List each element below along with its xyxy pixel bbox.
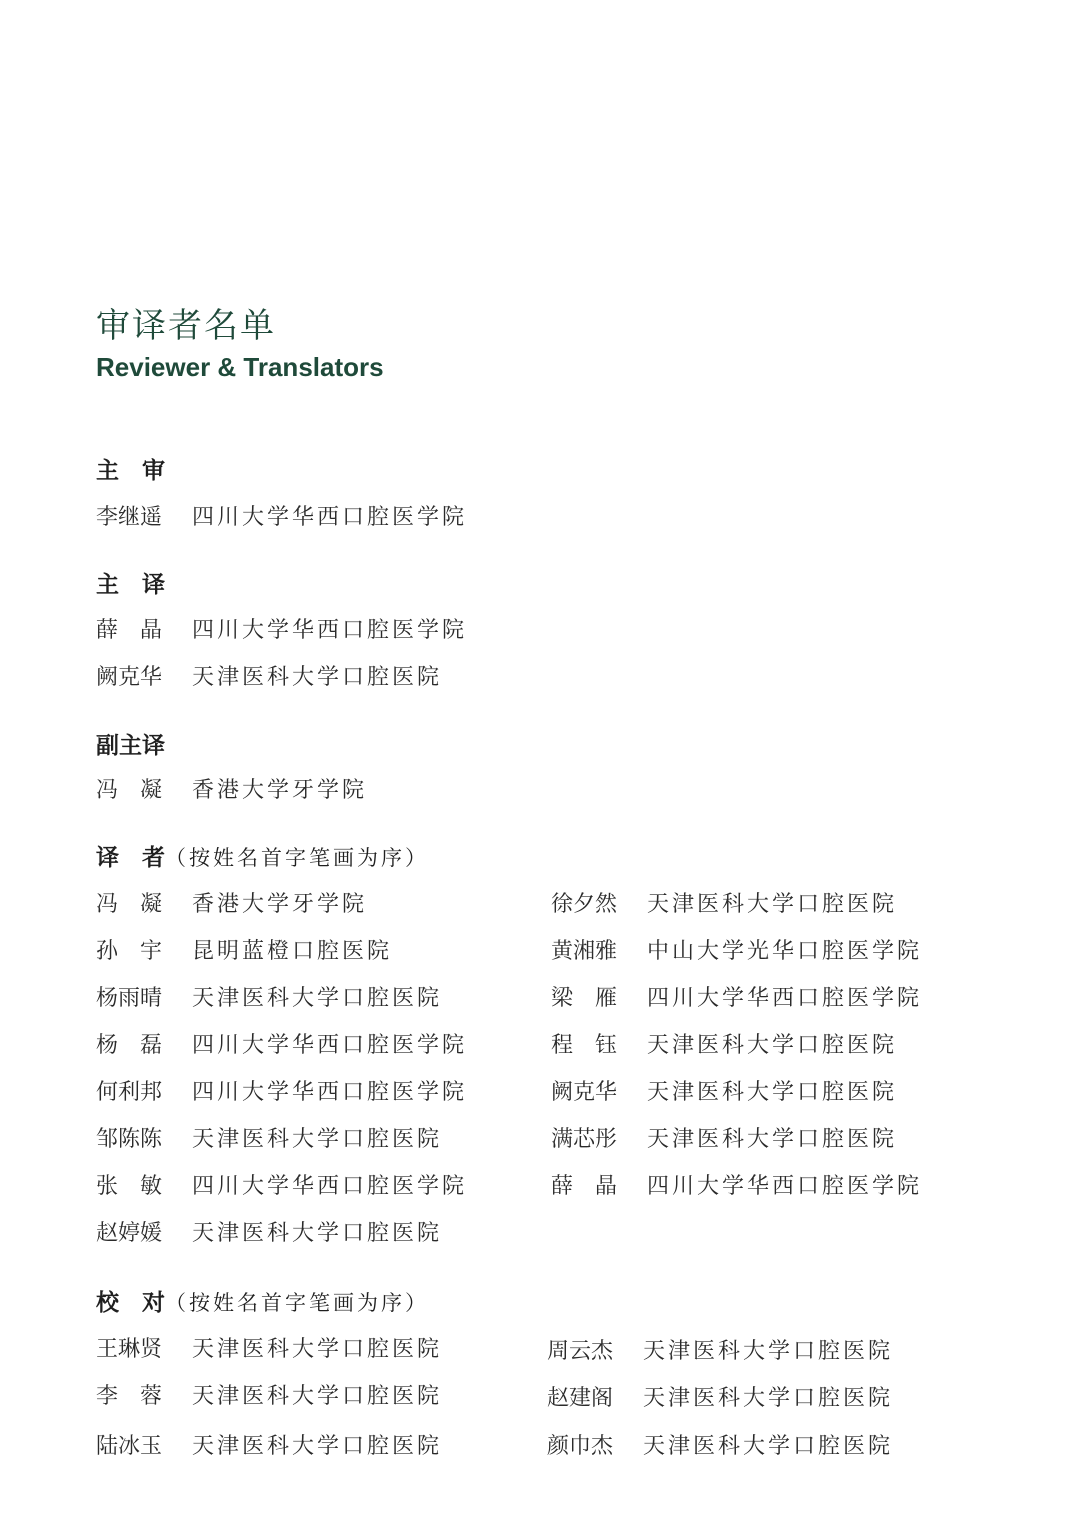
person-institution: 天津医科大学口腔医院 <box>192 1221 443 1246</box>
person-name: 黄湘雅 <box>551 939 618 964</box>
person-institution: 天津医科大学口腔医院 <box>643 1434 894 1459</box>
person-institution: 天津医科大学口腔医院 <box>643 1339 894 1364</box>
person-institution: 四川大学华西口腔医学院 <box>192 1080 468 1105</box>
list-item <box>96 1379 442 1410</box>
person-name: 何利邦 <box>96 1080 163 1105</box>
person-name: 薛 晶 <box>551 1174 618 1199</box>
list-item <box>551 1122 897 1153</box>
person-name: 王琳贤 <box>96 1337 163 1362</box>
person-institution: 天津医科大学口腔医院 <box>192 1337 443 1362</box>
list-item <box>547 1429 893 1460</box>
person-institution: 四川大学华西口腔医学院 <box>647 1174 923 1199</box>
list-item <box>551 934 922 965</box>
person-name: 李 蓉 <box>96 1384 163 1409</box>
list-item <box>96 613 467 644</box>
person-institution: 天津医科大学口腔医院 <box>647 892 898 917</box>
page-title: 审译者名单 <box>96 306 276 346</box>
person-institution: 天津医科大学口腔医院 <box>647 1080 898 1105</box>
person-name: 阙克华 <box>551 1080 618 1105</box>
person-institution: 四川大学华西口腔医学院 <box>192 618 468 643</box>
person-name: 张 敏 <box>96 1174 163 1199</box>
person-institution: 天津医科大学口腔医院 <box>192 1434 443 1459</box>
person-name: 满芯彤 <box>551 1127 618 1152</box>
list-item <box>96 981 442 1012</box>
list-item <box>96 660 442 691</box>
list-item <box>551 1075 897 1106</box>
person-institution: 香港大学牙学院 <box>192 778 368 803</box>
list-item <box>551 887 897 918</box>
person-institution: 天津医科大学口腔医院 <box>192 986 443 1011</box>
section-heading-translators: 译 者（按姓名首字笔画为序） <box>96 844 429 871</box>
person-institution: 四川大学华西口腔医学院 <box>192 505 468 530</box>
person-institution: 四川大学华西口腔医学院 <box>192 1033 468 1058</box>
person-name: 杨 磊 <box>96 1033 163 1058</box>
person-name: 邹陈陈 <box>96 1127 163 1152</box>
person-institution: 天津医科大学口腔医院 <box>192 665 443 690</box>
person-institution: 中山大学光华口腔医学院 <box>647 939 923 964</box>
person-name: 冯 凝 <box>96 892 163 917</box>
list-item <box>96 500 467 531</box>
section-heading-chief-translators: 主 译 <box>96 571 165 598</box>
person-name: 周云杰 <box>547 1339 614 1364</box>
person-name: 杨雨晴 <box>96 986 163 1011</box>
person-institution: 天津医科大学口腔医院 <box>647 1127 898 1152</box>
list-item <box>96 934 392 965</box>
list-item <box>551 981 922 1012</box>
person-institution: 天津医科大学口腔医院 <box>192 1127 443 1152</box>
list-item <box>547 1381 893 1412</box>
person-name: 徐夕然 <box>551 892 618 917</box>
person-institution: 香港大学牙学院 <box>192 892 368 917</box>
list-item <box>551 1028 897 1059</box>
person-name: 程 钰 <box>551 1033 618 1058</box>
list-item <box>547 1334 893 1365</box>
section-heading-proofreaders: 校 对（按姓名首字笔画为序） <box>96 1289 429 1316</box>
person-name: 薛 晶 <box>96 618 163 643</box>
list-item <box>96 1028 467 1059</box>
person-name: 梁 雁 <box>551 986 618 1011</box>
person-name: 冯 凝 <box>96 778 163 803</box>
list-item <box>96 887 367 918</box>
list-item <box>96 1169 467 1200</box>
list-item <box>96 1429 442 1460</box>
person-name: 李继遥 <box>96 505 163 530</box>
list-item <box>96 1122 442 1153</box>
person-name: 阙克华 <box>96 665 163 690</box>
person-name: 孙 宇 <box>96 939 163 964</box>
list-item <box>551 1169 922 1200</box>
ordering-note: （按姓名首字笔画为序） <box>165 1291 429 1315</box>
page-subtitle: Reviewer & Translators <box>96 352 384 382</box>
person-name: 颜巾杰 <box>547 1434 614 1459</box>
list-item <box>96 1216 442 1247</box>
list-item <box>96 1332 442 1363</box>
person-institution: 天津医科大学口腔医院 <box>192 1384 443 1409</box>
section-heading-deputy-translators: 副主译 <box>96 732 165 759</box>
person-name: 陆冰玉 <box>96 1434 163 1459</box>
person-institution: 天津医科大学口腔医院 <box>647 1033 898 1058</box>
person-name: 赵婷媛 <box>96 1221 163 1246</box>
list-item <box>96 773 367 804</box>
person-institution: 昆明蓝橙口腔医院 <box>192 939 393 964</box>
ordering-note: （按姓名首字笔画为序） <box>165 846 429 870</box>
person-institution: 天津医科大学口腔医院 <box>643 1386 894 1411</box>
person-institution: 四川大学华西口腔医学院 <box>192 1174 468 1199</box>
list-item <box>96 1075 467 1106</box>
person-name: 赵建阁 <box>547 1386 614 1411</box>
section-heading-chief-reviewer: 主 审 <box>96 457 165 484</box>
person-institution: 四川大学华西口腔医学院 <box>647 986 923 1011</box>
